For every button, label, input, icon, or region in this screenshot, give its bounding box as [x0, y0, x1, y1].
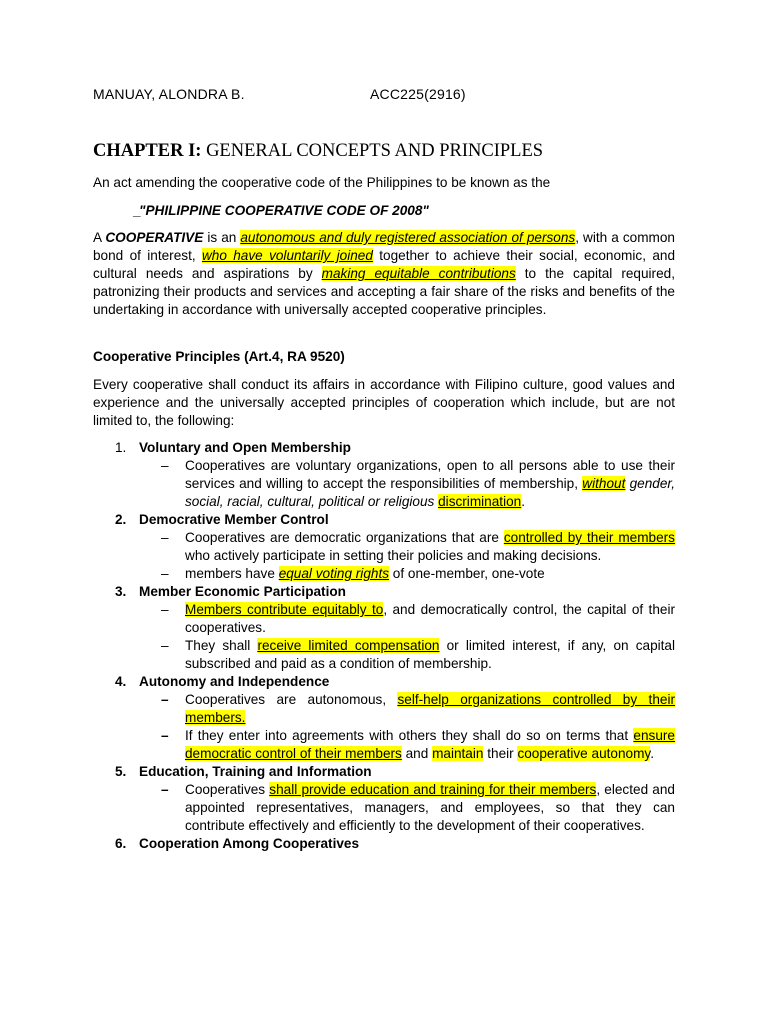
- sub-highlight: self-help organizations controlled by their members.: [185, 692, 675, 725]
- dash-bullet: –: [161, 692, 169, 707]
- sub-point: [139, 529, 675, 565]
- sub-highlight: equal voting rights: [278, 566, 390, 581]
- sub-text: Cooperatives are democratic organizations that are: [185, 530, 504, 545]
- code-title-underscore: _: [133, 203, 141, 218]
- item-title: Autonomy and Independence: [139, 674, 330, 689]
- def-text-4: together to achieve their social, economic, and cultural needs and aspirations by: [93, 248, 675, 281]
- sub-text: who actively participate in setting their policies and making decisions.: [185, 548, 602, 563]
- principle-item: [93, 439, 675, 511]
- item-number: 1.: [115, 440, 127, 455]
- sub-point: [139, 457, 675, 511]
- principles-intro: Every cooperative shall conduct its affairs in accordance with Filipino culture, good values and experience and the universally accepted principles of cooperation which include, but are not limited to, the following:: [93, 377, 675, 428]
- principle-item: [93, 673, 675, 763]
- sub-text: .: [650, 746, 654, 761]
- principle-item: [93, 511, 675, 583]
- item-number: 6.: [115, 836, 127, 851]
- chapter-heading: [93, 141, 543, 162]
- principles-list: [93, 439, 675, 853]
- sub-text: .: [521, 494, 525, 509]
- sub-text: , elected and appointed representatives, managers, and employees, so that they can contribute effectively and efficiently to the development of their cooperatives.: [185, 782, 675, 833]
- def-highlight-1: autonomous and duly registered association of persons: [240, 230, 576, 245]
- dash-bullet: –: [161, 566, 169, 581]
- sub-highlight: ensure democratic control of their members: [185, 728, 675, 761]
- def-text-5: to the capital required, patronizing their products and services and accepting a fair share of the risks and benefits of the undertaking in accordance with universally accepted cooperative principles.: [93, 266, 675, 317]
- sub-point: [139, 691, 675, 727]
- def-highlight-3: making equitable contributions: [321, 266, 516, 281]
- sub-text: Cooperatives: [185, 782, 270, 797]
- sub-highlight: shall provide education and training for their members: [269, 782, 597, 797]
- sub-text: Cooperatives are autonomous,: [185, 692, 398, 707]
- sub-text: members have: [185, 566, 279, 581]
- item-number: 2.: [115, 512, 127, 527]
- principle-item: [93, 835, 675, 853]
- dash-bullet: –: [161, 458, 169, 473]
- sub-text: their: [483, 746, 518, 761]
- def-highlight-2: who have voluntarily joined: [201, 248, 373, 263]
- item-number: 3.: [115, 584, 127, 599]
- sub-text: of one-member, one-vote: [389, 566, 545, 581]
- sub-point: [139, 637, 675, 673]
- code-title-text: "PHILIPPINE COOPERATIVE CODE OF 2008": [139, 203, 429, 218]
- sub-highlight: receive limited compensation: [257, 638, 440, 653]
- sub-highlight: discrimination: [438, 494, 522, 509]
- dash-bullet: –: [161, 638, 169, 653]
- def-text-2: is an: [203, 230, 241, 245]
- dash-bullet: –: [161, 728, 169, 743]
- sub-highlight: cooperative autonomy: [517, 746, 651, 761]
- principles-heading: Cooperative Principles (Art.4, RA 9520): [93, 349, 345, 364]
- sub-text: gender, social, racial, cultural, political or religious: [185, 476, 675, 509]
- item-title: Member Economic Participation: [139, 584, 346, 599]
- document-header: [93, 86, 675, 102]
- item-title: Democrative Member Control: [139, 512, 329, 527]
- sub-point: [139, 601, 675, 637]
- item-title: Cooperation Among Cooperatives: [139, 836, 360, 851]
- sub-text: , and democratically control, the capital of their cooperatives.: [185, 602, 676, 635]
- intro-paragraph: An act amending the cooperative code of the Philippines to be known as the: [93, 175, 551, 190]
- sub-text: Cooperatives are voluntary organizations, open to all persons able to use their services and willing to accept the responsibilities of membership,: [185, 458, 675, 491]
- dash-bullet: –: [161, 530, 169, 545]
- chapter-title: GENERAL CONCEPTS AND PRINCIPLES: [201, 141, 544, 161]
- sub-highlight: without: [582, 476, 626, 491]
- student-name: MANUAY, ALONDRA B.: [93, 86, 245, 102]
- sub-highlight: maintain: [432, 746, 484, 761]
- item-title: Education, Training and Information: [139, 764, 372, 779]
- def-keyword: COOPERATIVE: [105, 230, 204, 245]
- sub-text: or limited interest, if any, on capital subscribed and paid as a condition of membership.: [185, 638, 676, 671]
- item-title: Voluntary and Open Membership: [139, 440, 351, 455]
- code-title: [133, 202, 675, 220]
- dash-bullet: –: [161, 602, 169, 617]
- sub-highlight: Members contribute equitably to: [185, 602, 384, 617]
- dash-bullet: –: [161, 782, 169, 797]
- principle-item: [93, 763, 675, 835]
- sub-text: and: [401, 746, 433, 761]
- sub-text: They shall: [185, 638, 258, 653]
- cooperative-definition: [93, 229, 675, 319]
- principle-item: [93, 583, 675, 673]
- course-code: ACC225(2916): [370, 86, 466, 102]
- sub-point: [139, 727, 675, 763]
- def-text-3: , with a common bond of interest,: [93, 230, 675, 263]
- chapter-label: CHAPTER I:: [93, 141, 202, 161]
- def-text-1: A: [93, 230, 106, 245]
- sub-highlight: controlled by their members: [503, 530, 675, 545]
- item-number: 4.: [115, 674, 127, 689]
- sub-point: [139, 565, 675, 583]
- sub-point: [139, 781, 675, 835]
- item-number: 5.: [115, 764, 127, 779]
- sub-text: If they enter into agreements with others they shall do so on terms that: [185, 728, 634, 743]
